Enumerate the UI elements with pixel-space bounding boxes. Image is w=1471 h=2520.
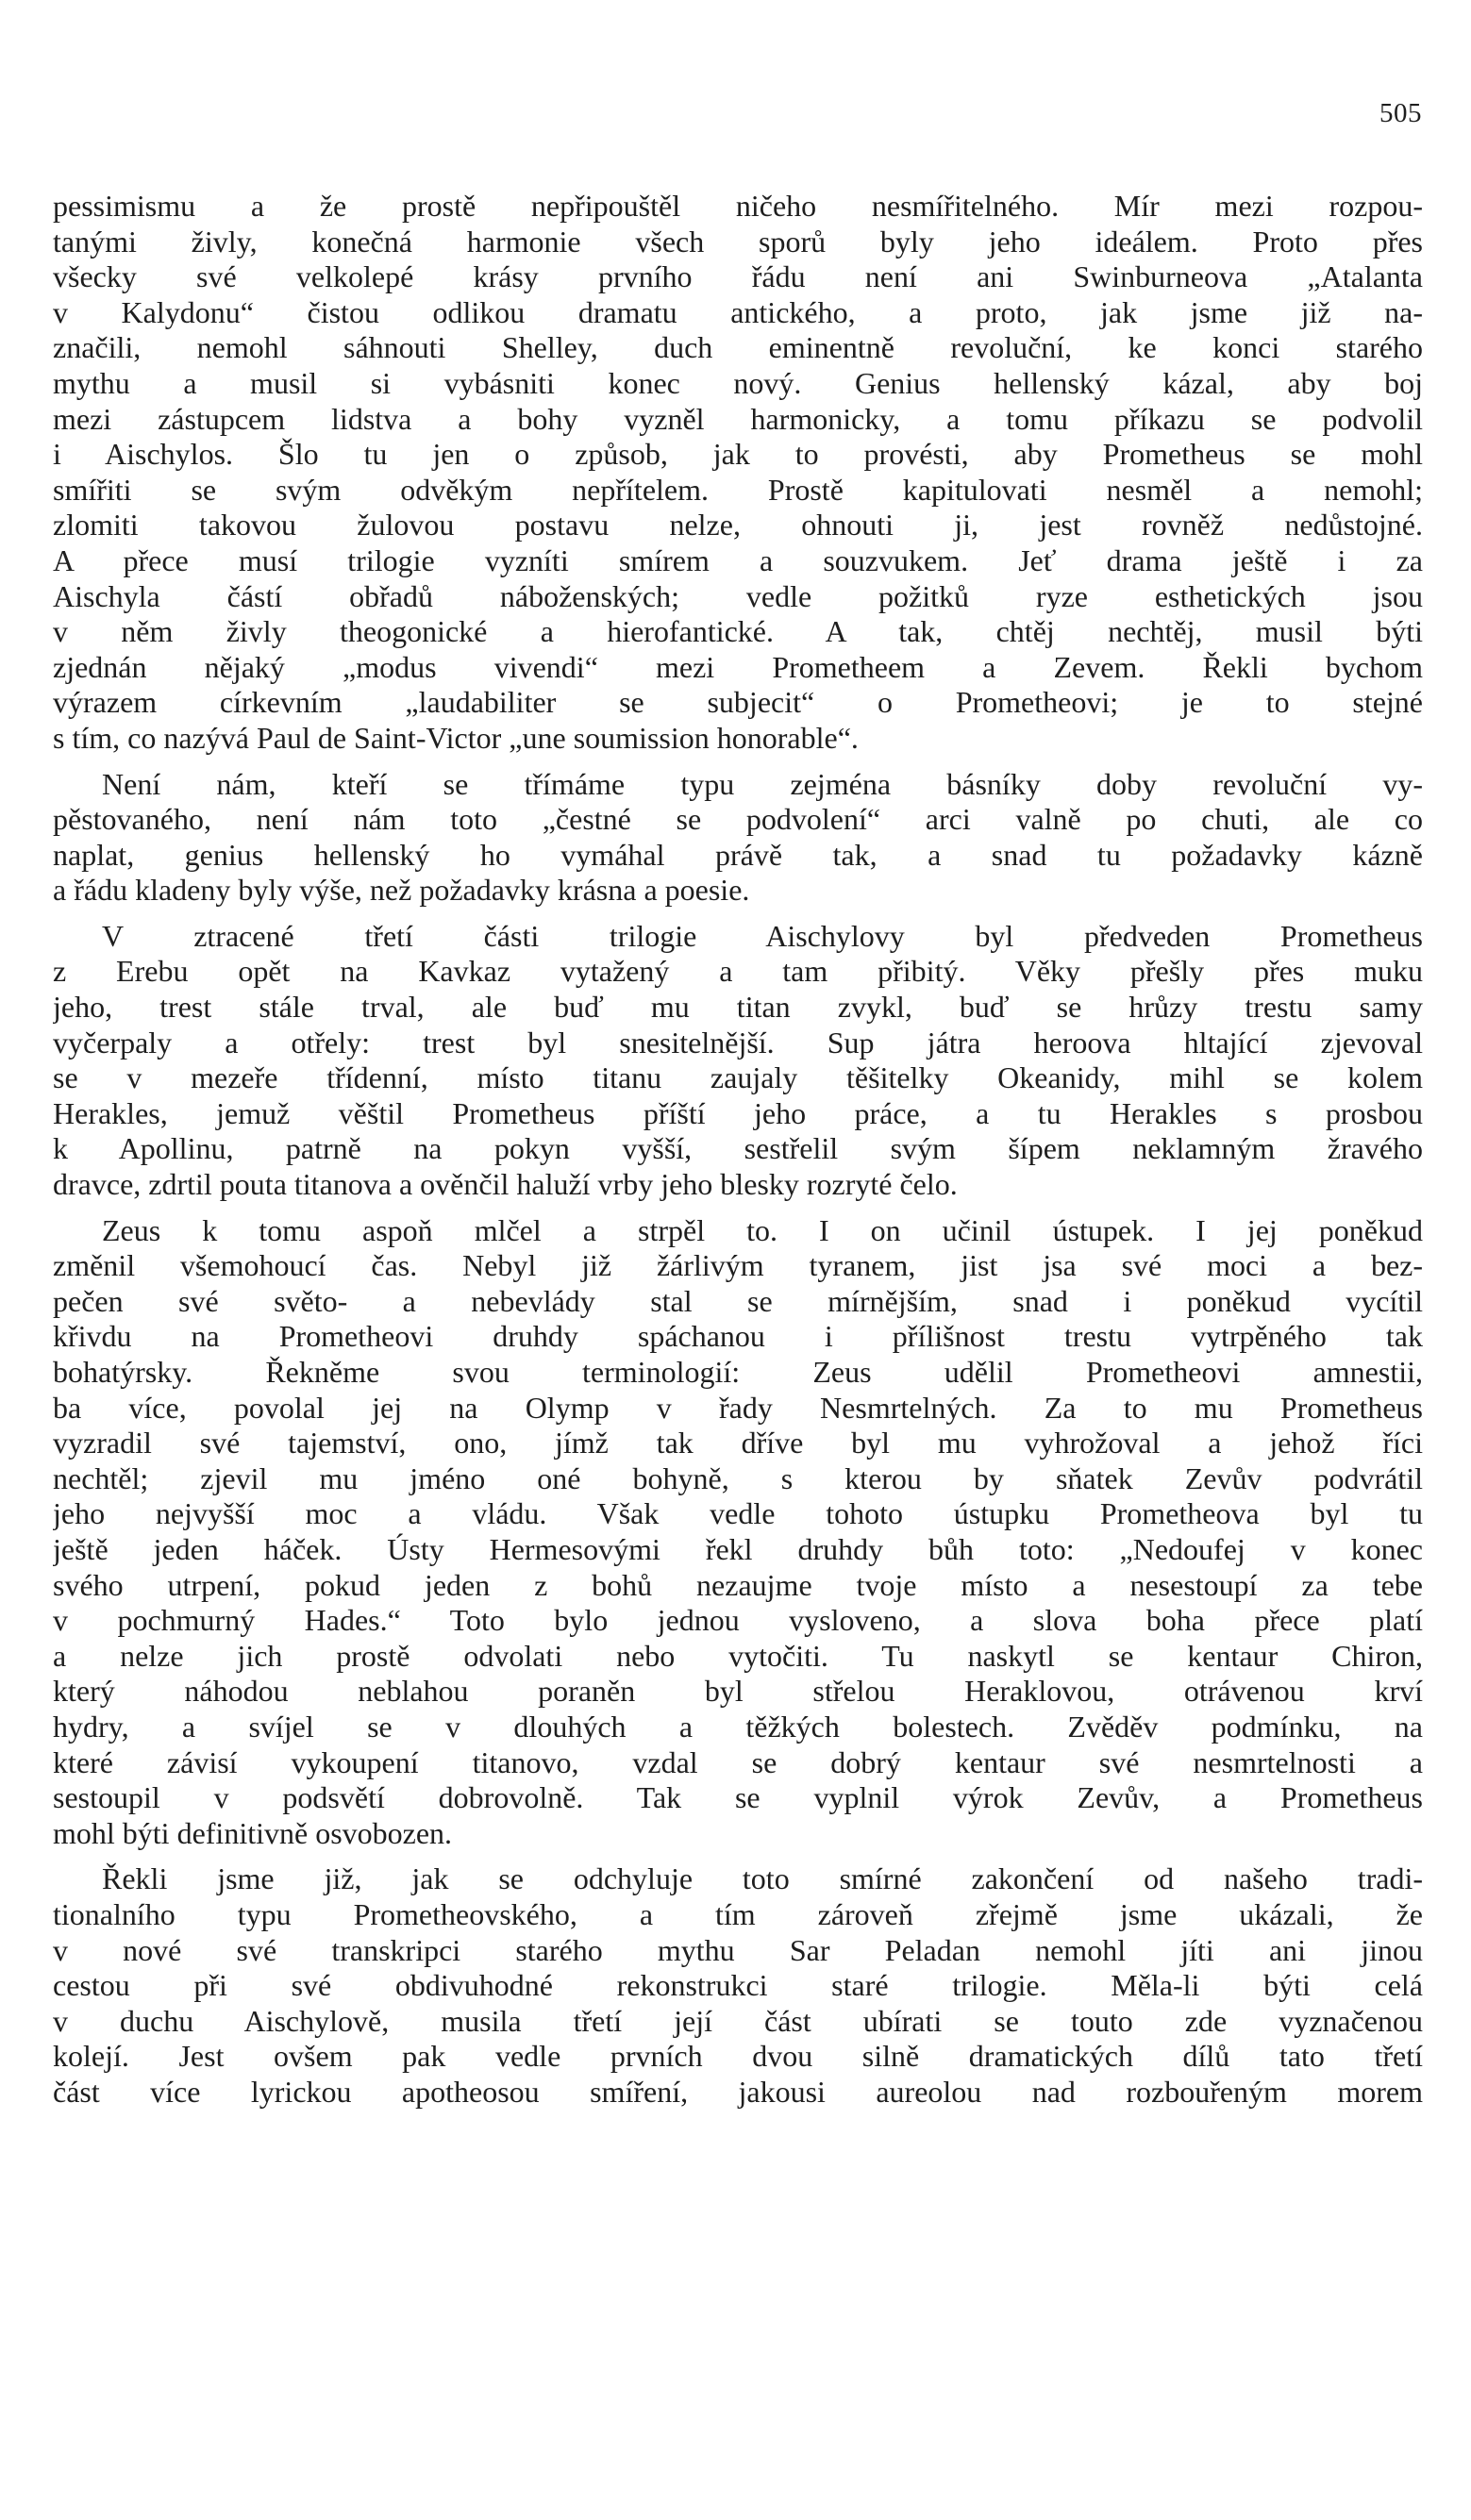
text-line: a nelze jich prostě odvolati nebo vytočiti. Tu naskytl se kentaur Chiron,: [53, 1638, 1423, 1673]
text-line: vyčerpaly a otřely: trest byl snesitelnější. Sup játra heroova hltající zjevoval: [53, 1025, 1423, 1060]
text-line: Není nám, kteří se třímáme typu zejména básníky doby revoluční vy-: [102, 766, 1423, 801]
text-line: v pochmurný Hades.“ Toto bylo jednou vysloveno, a slova boha přece platí: [53, 1603, 1423, 1638]
text-line: v nové své transkripci starého mythu Sar Peladan nemohl jíti ani jinou: [53, 1932, 1423, 1967]
paragraph: [53, 919, 1423, 1203]
text-line: s tím, co nazývá Paul de Saint-Victor „une soumission honorable“.: [53, 720, 859, 755]
text-line: mohl býti definitivně osvobozen.: [53, 1815, 453, 1850]
text-line: bohatýrsky. Řekněme svou terminologií: Zeus udělil Prometheovi amnestii,: [53, 1355, 1423, 1389]
text-line: i Aischylos. Šlo tu jen o způsob, jak to provésti, aby Prometheus se mohl: [53, 437, 1423, 472]
text-line: naplat, genius hellenský ho vymáhal právě tak, a snad tu požadavky kázně: [53, 837, 1423, 872]
paragraph: [53, 1213, 1423, 1852]
paragraph: [53, 189, 1423, 757]
text-line: Řekli jsme již, jak se odchyluje toto smírné zakončení od našeho tradi-: [102, 1861, 1423, 1896]
text-line: vyzradil své tajemství, ono, jímž tak dříve byl mu vyhrožoval a jehož říci: [53, 1426, 1423, 1460]
text-line: smířiti se svým odvěkým nepřítelem. Prostě kapitulovati nesměl a nemohl;: [53, 472, 1423, 507]
text-line: Aischyla částí obřadů náboženských; vedle požitků ryze esthetických jsou: [53, 578, 1423, 613]
text-line: A přece musí trilogie vyzníti smírem a souzvukem. Jeť drama ještě i za: [53, 542, 1423, 577]
text-line: křivdu na Prometheovi druhdy spáchanou i přílišnost trestu vytrpěného tak: [53, 1319, 1423, 1354]
body-text: [53, 189, 1423, 2120]
text-line: změnil všemohoucí čas. Nebyl již žárlivým tyranem, jist jsa své moci a bez-: [53, 1248, 1423, 1283]
text-line: tanými živly, konečná harmonie všech sporů byly jeho ideálem. Proto přes: [53, 224, 1423, 259]
text-line: jeho nejvyšší moc a vládu. Však vedle tohoto ústupku Prometheova byl tu: [53, 1496, 1423, 1531]
text-line: hydry, a svíjel se v dlouhých a těžkých bolestech. Zvěděv podmínku, na: [53, 1709, 1423, 1744]
text-line: mythu a musil si vybásniti konec nový. Genius hellenský kázal, aby boj: [53, 365, 1423, 400]
text-line: jeho, trest stále trval, ale buď mu titan zvykl, buď se hrůzy trestu samy: [53, 990, 1423, 1025]
text-line: z Erebu opět na Kavkaz vytažený a tam přibitý. Věky přešly přes muku: [53, 954, 1423, 989]
text-line: značili, nemohl sáhnouti Shelley, duch eminentně revoluční, ke konci starého: [53, 330, 1423, 365]
text-line: k Apollinu, patrně na pokyn vyšší, sestřelil svým šípem neklamným žravého: [53, 1131, 1423, 1166]
text-line: se v mezeře třídenní, místo titanu zaujaly těšitelky Okeanidy, mihl se kolem: [53, 1060, 1423, 1095]
paragraph: [53, 1861, 1423, 2110]
text-line: které závisí vykoupení titanovo, vzdal se dobrý kentaur své nesmrtelnosti a: [53, 1744, 1423, 1779]
text-line: svého utrpení, pokud jeden z bohů nezaujme tvoje místo a nesestoupí za tebe: [53, 1567, 1423, 1602]
text-line: ještě jeden háček. Ústy Hermesovými řekl druhdy bůh toto: „Nedoufej v konec: [53, 1531, 1423, 1566]
text-line: pěstovaného, není nám toto „čestné se podvolení“ arci valně po chuti, ale co: [53, 802, 1423, 837]
text-line: V ztracené třetí části trilogie Aischylovy byl předveden Prometheus: [102, 918, 1423, 953]
text-line: v něm živly theogonické a hierofantické. A tak, chtěj nechtěj, musil býti: [53, 614, 1423, 649]
text-line: pessimismu a že prostě nepřipouštěl ničeho nesmířitelného. Mír mezi rozpou-: [53, 189, 1423, 223]
text-line: Zeus k tomu aspoň mlčel a strpěl to. I on učinil ústupek. I jej poněkud: [102, 1212, 1423, 1247]
text-line: a řádu kladeny byly výše, než požadavky krásna a poesie.: [53, 873, 750, 908]
text-line: zjednán nějaký „modus vivendi“ mezi Prometheem a Zevem. Řekli bychom: [53, 649, 1423, 684]
text-line: ba více, povolal jej na Olymp v řady Nesmrtelných. Za to mu Prometheus: [53, 1390, 1423, 1425]
text-line: zlomiti takovou žulovou postavu nelze, ohnouti ji, jest rovněž nedůstojné.: [53, 508, 1423, 542]
text-line: tionalního typu Prometheovského, a tím zároveň zřejmě jsme ukázali, že: [53, 1896, 1423, 1931]
text-line: v Kalydonu“ čistou odlikou dramatu antického, a proto, jak jsme již na-: [53, 294, 1423, 329]
text-line: všecky své velkolepé krásy prvního řádu není ani Swinburneova „Atalanta: [53, 259, 1423, 294]
text-line: dravce, zdrtil pouta titanova a ověnčil haluží vrby jeho blesky rozryté čelo.: [53, 1167, 958, 1202]
text-line: cestou při své obdivuhodné rekonstrukci staré trilogie. Měla-li býti celá: [53, 1968, 1423, 2003]
page-number: 505: [1379, 98, 1422, 128]
text-line: pečen své světo- a nebevlády stal se mírnějším, snad i poněkud vycítil: [53, 1283, 1423, 1318]
text-line: výrazem církevním „laudabiliter se subjecit“ o Prometheovi; je to stejné: [53, 685, 1423, 720]
text-line: Herakles, jemuž věštil Prometheus příští jeho práce, a tu Herakles s prosbou: [53, 1095, 1423, 1130]
paragraph: [53, 767, 1423, 909]
text-line: kolejí. Jest ovšem pak vedle prvních dvou silně dramatických dílů tato třetí: [53, 2039, 1423, 2074]
text-line: v duchu Aischylově, musila třetí její část ubírati se touto zde vyznačenou: [53, 2003, 1423, 2038]
text-line: sestoupil v podsvětí dobrovolně. Tak se vyplnil výrok Zevův, a Prometheus: [53, 1780, 1423, 1815]
text-line: který náhodou neblahou poraněn byl střelou Heraklovou, otrávenou krví: [53, 1674, 1423, 1709]
text-line: nechtěl; zjevil mu jméno oné bohyně, s kterou by sňatek Zevův podvrátil: [53, 1460, 1423, 1495]
text-line: mezi zástupcem lidstva a bohy vyzněl harmonicky, a tomu příkazu se podvolil: [53, 401, 1423, 436]
text-line: část více lyrickou apotheosou smíření, jakousi aureolou nad rozbouřeným morem: [53, 2074, 1423, 2109]
